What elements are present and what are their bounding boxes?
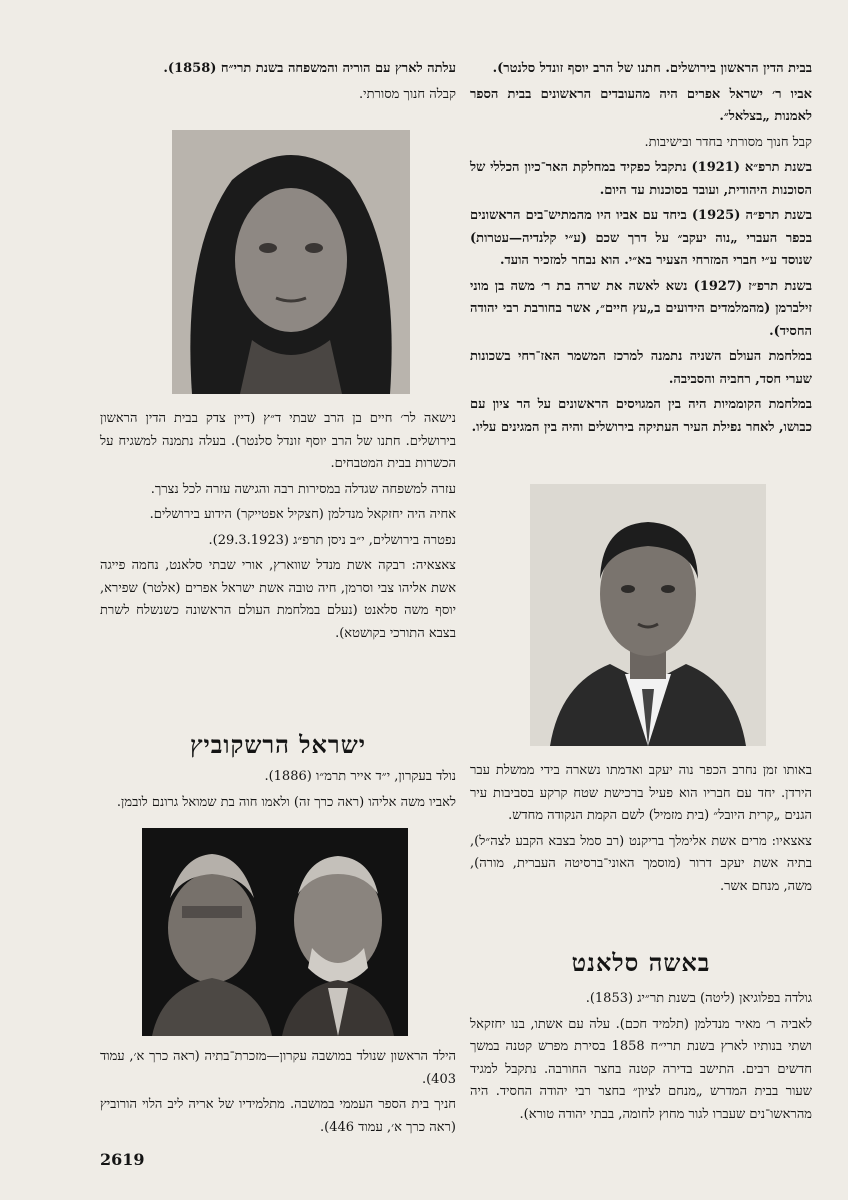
paragraph: לאביו משה אליהו (ראה כרך זה) ולאמו חוה בת שמואל גרונם לובמן.	[116, 794, 456, 810]
paragraph: צאצאיה: רבקה אשת מנדל שווארץ, אורי שבתי סלאנט, נחמה פייגה אשת אליהו צבי וסרמן, חיה טובה אשת ישראל אפרים (אלטר) שפירא, יוסף משה סלאנט (נעלם במלחמת העולם הראשונה כשנשלח לשרת בצבא התורכי בקושטא).	[100, 558, 456, 641]
portrait-man-image	[530, 484, 766, 746]
portrait-photo-woman	[172, 130, 410, 394]
paragraph: בשנת תרפ״א (1921) נתקבל כפקיד במחלקת האר־כיון הכללי של הסוכנות היהודית, ועובד בסוכנות עד היום.	[470, 160, 813, 198]
paragraph: קבלה חנוך מסורתי.	[359, 86, 456, 102]
paragraph: נישאה לר׳ חיים בן הרב שבתי ד״ץ (דיין צדק בבית הדין הראשון בירושלים. חתנו של הרב יוסף זונדל סלנטר). בעלה נתמנה למשגיח על הכשרות בבית המטבחים.	[100, 411, 456, 471]
left-column-top	[100, 58, 456, 109]
paragraph: עזרה למשפחה שגדלה במסירות רבה והגישה עזרה לכל נצרך.	[150, 481, 456, 497]
section-heading-basha: באשה סלאנט	[571, 948, 711, 977]
israel-intro	[100, 766, 456, 817]
israel-body	[100, 1046, 456, 1142]
paragraph: אחיה היה יחזקאל מנדלמן (חצקיל אפטייקר) הידוע בירושלים.	[149, 507, 456, 522]
page-number: 2619	[100, 1150, 145, 1169]
man-caption	[470, 760, 812, 901]
paragraph: אביו ר׳ ישראל אפרים היה מהעובדים הראשונים בבית הספר לאמנות „בצלאל״.	[470, 86, 812, 124]
section-heading-israel: ישראל הרשקוביץ	[190, 730, 366, 759]
paragraph: באותו זמן נחרב הכפר נוה יעקב ואדמתו נשארה בידי ממשלת עבר הירדן. יחד עם חבריו הוא פעיל ברכישת שטח קרקע בסביבות עיר הגנים „קרית היובל״ (בית מזמיל) לשם הקמת הנקודה מחדש.	[470, 763, 812, 823]
portrait-woman-image	[172, 130, 410, 394]
paragraph: במלחמת העולם השניה נתמנה למרכז המשמר האז־רחי בשכונות שערי חסד, רחביה והסביבה.	[470, 349, 812, 387]
paragraph: צאצאיו: מרים אשת אלימלך בריקנט (רב סמל בצבא הקבע לצה״ל), בתיה אשת יעקב דרור (מוסמך האוני־ברסיטה העברית, מורה), משה, מנחם אשר.	[470, 833, 812, 894]
paragraph: עלתה לארץ עם הוריה והמשפחה בשנת תרי״ח (1858).	[163, 61, 456, 76]
paragraph: בבית הדין הראשון בירושלים. חתנו של הרב יוסף זונדל סלנטר).	[492, 61, 812, 76]
paragraph: לאביה ר׳ מאיר מנדלמן (תלמיד חכם). עלה עם אשתו, בנו יחזקאל ושתי בנותיו לארץ בשנת תרי״ח 1858 בסירת מפרש קטנה במשך חדשים רבים. התישב בדירה קטנה בחצר החורבה. נתקבל למגיד שעור בבית המדרש „מנחם לציון״ בחצר רבי יהודה החסיד. היה מהראשו־נים שעברו לגור מחוץ לחומה, בבתי יהודה טורא).	[470, 1016, 812, 1122]
paragraph: נולד בעקרון, י״ד אייר תרמ״ו (1886).	[264, 769, 456, 784]
parents-photo	[142, 828, 408, 1036]
parents-image	[142, 828, 408, 1036]
paragraph: בשנת תרפ״ה (1925) ביחד עם אביו היו מהמתיש־בים הראשונים בכפר העברי „נוה יעקב״ על דרך שכם (ע״י קלנדיה—עטרות) שנוסד ע״י חברי המזרחי הצעיר בא״י. הוא נבחר למזכיר הועד.	[470, 208, 812, 268]
paragraph: קבל חנוך מסורתי בחדר ובישיבות.	[644, 134, 812, 150]
right-column	[470, 58, 812, 442]
basha-body	[470, 988, 812, 1129]
photo-caption: הילד הראשון שנולד במושבה עקרון—מזכרת־בתיה (ראה כרך א׳, עמוד 403).	[100, 1049, 456, 1087]
paragraph: בשנת תרפ״ז (1927) נשא לאשה את שרה בת ר׳ משה בן מוני זילברמן (מהמלמדים הידועים ב„עץ חיים״, אשר בחורבת רבי יהודה החסיד).	[470, 278, 812, 339]
portrait-photo-man	[530, 484, 766, 746]
paragraph: במלחמת הקוממיות היה בין המגויסים הראשונים על הר ציון עם כבושו, לאחר נפילת העיר העתיקה בירושלים והיה בין המגינים עליו.	[470, 397, 812, 435]
paragraph: חניך בית הספר העממי במושבה. מתלמידיו של אריה ליב הלוי הורוביץ (ראה כרך א׳, עמוד 446).	[100, 1097, 456, 1135]
paragraph: גולדה בפלוגיאן (ליטה) בשנת תר״יג (1853).	[585, 991, 812, 1006]
paragraph: נפטרה בירושלים, י״ב ניסן תרפ״ג (29.3.1923).	[208, 532, 456, 548]
woman-caption	[100, 408, 456, 648]
